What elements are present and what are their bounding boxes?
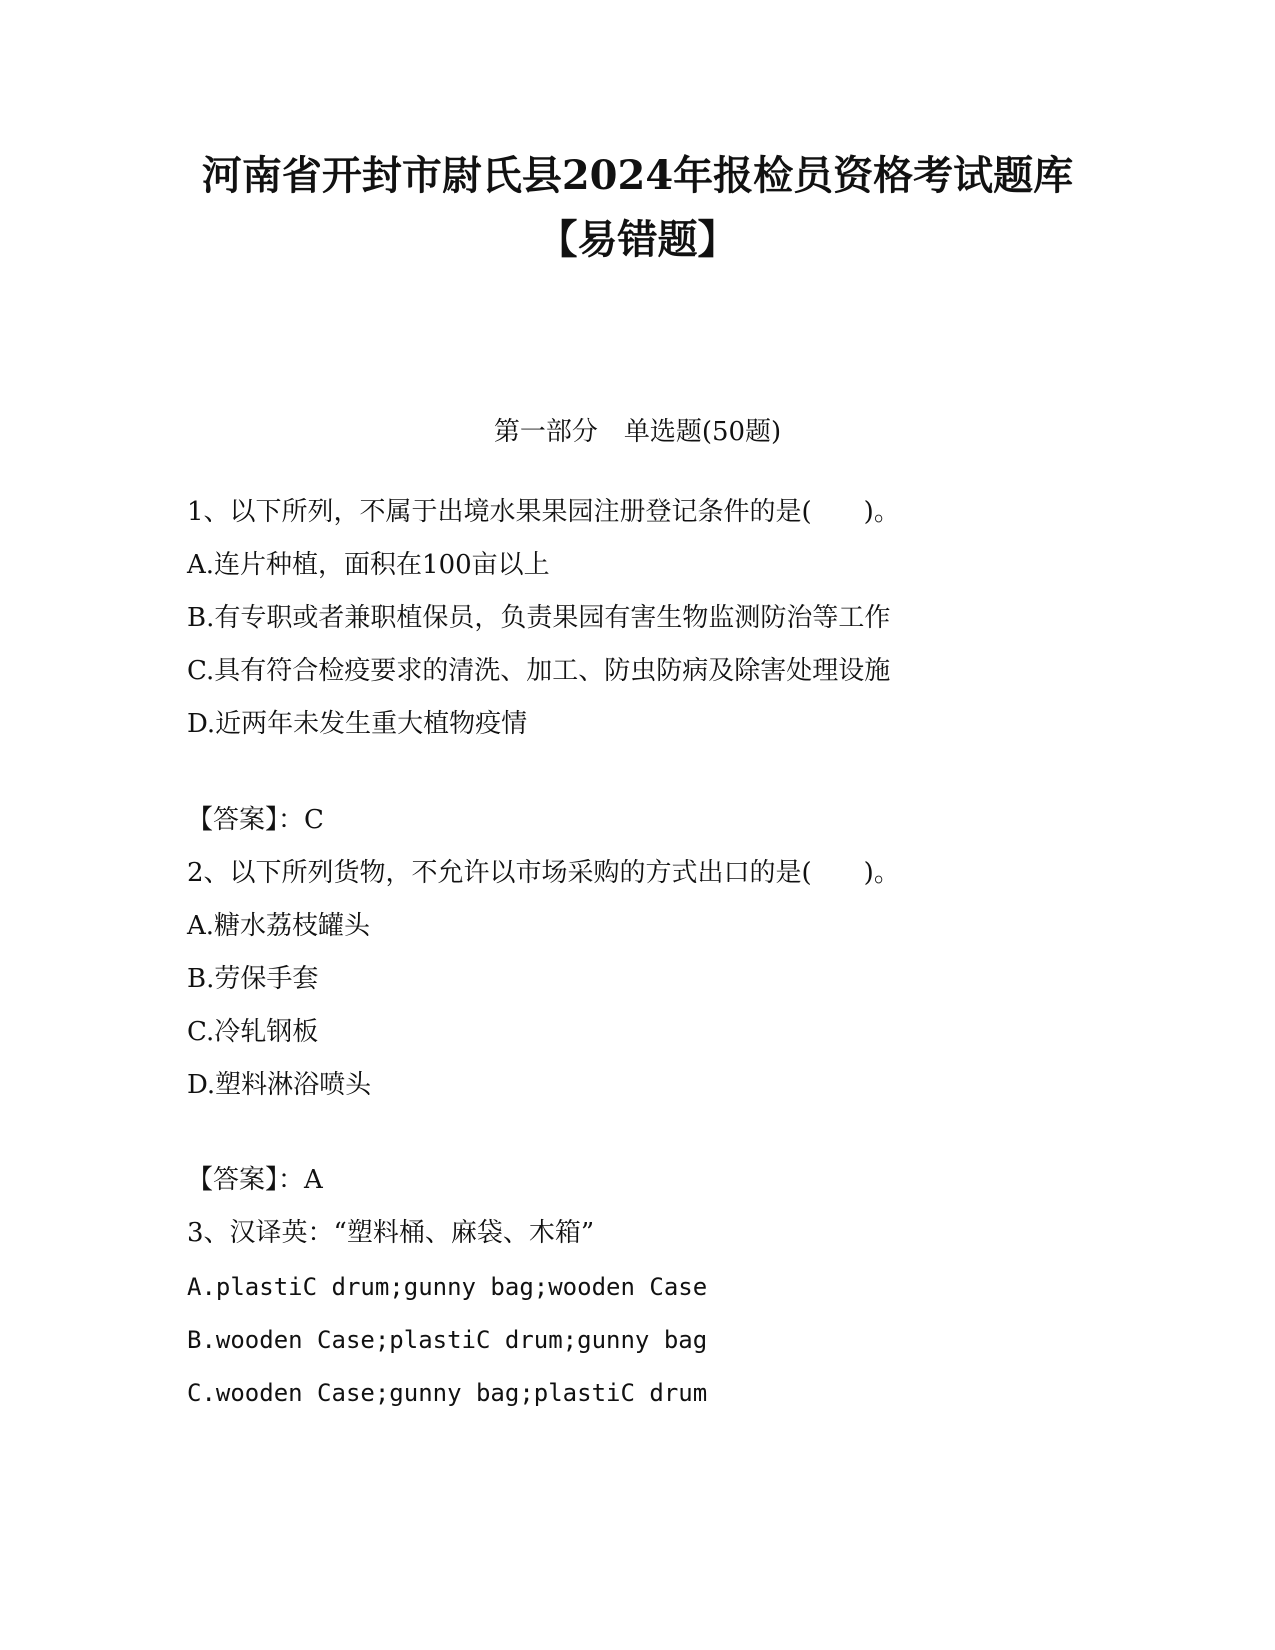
question-2-option-d: D.塑料淋浴喷头 [187,1070,372,1100]
document-title-line-1: 河南省开封市尉氏县2024年报检员资格考试题库 [201,152,1074,199]
question-2-option-b: B.劳保手套 [187,964,319,994]
question-1-stem: 1、以下所列，不属于出境水果果园注册登记条件的是( )。 [187,497,900,527]
document-title-line-2: 【易错题】 [537,216,738,263]
question-1-option-c: C.具有符合检疫要求的清洗、加工、防虫防病及除害处理设施 [187,656,891,686]
question-3-option-b: B.wooden Case;plastiC drum;gunny bag [187,1326,708,1354]
question-1-option-d: D.近两年未发生重大植物疫情 [187,709,528,739]
question-1-answer: 【答案】：C [187,805,324,835]
question-1-option-a: A.连片种植，面积在100亩以上 [187,550,550,580]
question-2-answer: 【答案】：A [187,1165,323,1195]
question-1-option-b: B.有专职或者兼职植保员，负责果园有害生物监测防治等工作 [187,603,891,633]
section-heading: 第一部分 单选题(50题) [493,417,782,447]
question-2-option-c: C.冷轧钢板 [187,1017,319,1047]
question-2-stem: 2、以下所列货物，不允许以市场采购的方式出口的是( )。 [187,858,900,888]
question-3-stem: 3、汉译英：“塑料桶、麻袋、木箱” [187,1218,595,1248]
question-3-option-a: A.plastiC drum;gunny bag;wooden Case [187,1273,708,1301]
question-3-option-c: C.wooden Case;gunny bag;plastiC drum [187,1379,708,1407]
question-2-option-a: A.糖水荔枝罐头 [187,911,371,941]
